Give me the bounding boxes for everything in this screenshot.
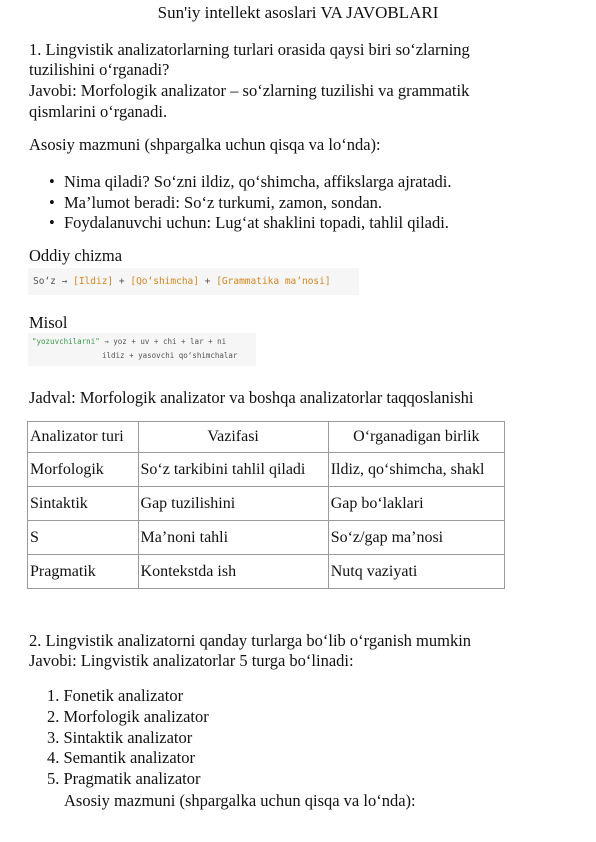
bullet-text: Ma’lumot beradi: So‘z turkumi, zamon, sondan. [64, 193, 383, 212]
bullet-text: Nima qiladi? So‘zni ildiz, qo‘shimcha, affikslarga ajratadi. [64, 172, 452, 191]
summary-heading-2: Asosiy mazmuni (shpargalka uchun qisqa va lo‘nda): [64, 791, 416, 810]
table-header-row [28, 422, 505, 453]
table-cell: Nutq vaziyati [328, 555, 504, 589]
diagram-grammar-meaning: [Grammatika ma’nosi] [216, 276, 331, 287]
table-header-cell: Vazifasi [138, 422, 328, 453]
table-row [28, 487, 505, 521]
table-header-cell: O‘rganadigan birlik [328, 422, 504, 453]
table-cell: Sintaktik [28, 487, 139, 521]
example-gloss: ildiz + yasovchi qo‘shimchalar [102, 351, 238, 360]
answer-1-line-1: Javobi: Morfologik analizator – so‘zlarning tuzilishi va grammatik [29, 81, 470, 100]
list-item: 2. Morfologik analizator [47, 707, 209, 726]
bullet-dot: • [49, 193, 55, 212]
diagram-arrow: → [61, 276, 68, 287]
bullet-item [49, 193, 382, 213]
list-item: 4. Semantik analizator [47, 748, 195, 767]
diagram-code-block [28, 268, 359, 295]
bullet-item [49, 172, 451, 192]
example-heading: Misol [29, 313, 68, 332]
diagram-plus: + [118, 276, 125, 287]
table-cell: So‘z tarkibini tahlil qiladi [138, 453, 328, 487]
question-2: 2. Lingvistik analizatorni qanday turlarga bo‘lib o‘rganish mumkin [29, 631, 472, 650]
comparison-table [27, 421, 505, 589]
table-cell: Ildiz, qo‘shimcha, shakl [328, 453, 504, 487]
table-cell: Gap tuzilishini [138, 487, 328, 521]
diagram-suffix: [Qo‘shimcha] [130, 276, 199, 287]
list-item: 3. Sintaktik analizator [47, 728, 193, 747]
example-word: "yozuvchilarni" [32, 337, 100, 346]
answer-2: Javobi: Lingvistik analizatorlar 5 turga bo‘linadi: [29, 651, 354, 670]
table-header-cell: Analizator turi [28, 422, 139, 453]
table-caption: Jadval: Morfologik analizator va boshqa analizatorlar taqqoslanishi [29, 388, 474, 407]
bullet-item [49, 213, 449, 233]
list-item: 1. Fonetik analizator [47, 686, 184, 705]
diagram-heading: Oddiy chizma [29, 246, 123, 265]
document-title: Sun'iy intellekt asoslari VA JAVOBLARI [157, 3, 439, 22]
bullet-dot: • [49, 172, 55, 191]
table-cell: Pragmatik [28, 555, 139, 589]
example-arrow: → [104, 337, 109, 346]
table-cell: Ma’noni tahli [138, 521, 328, 555]
diagram-plus: + [204, 276, 211, 287]
table-cell: Kontekstda ish [138, 555, 328, 589]
table-row [28, 555, 505, 589]
diagram-root: [Ildiz] [73, 276, 114, 287]
table-cell: Morfologik [28, 453, 139, 487]
table-cell: S [28, 521, 139, 555]
bullet-dot: • [49, 213, 55, 232]
table-row [28, 521, 505, 555]
answer-1-line-2: qismlarini o‘rganadi. [29, 102, 168, 121]
example-code-block [28, 333, 256, 366]
question-1-line-1: 1. Lingvistik analizatorlarning turlari orasida qaysi biri so‘zlarning [29, 40, 470, 59]
diagram-word: So‘z [33, 276, 56, 287]
table-cell: So‘z/gap ma’nosi [328, 521, 504, 555]
table-cell: Gap bo‘laklari [328, 487, 504, 521]
bullet-text: Foydalanuvchi uchun: Lug‘at shaklini topadi, tahlil qiladi. [64, 213, 449, 232]
question-1-line-2: tuzilishini o‘rganadi? [29, 60, 170, 79]
list-item: 5. Pragmatik analizator [47, 769, 201, 788]
table-row [28, 453, 505, 487]
summary-heading: Asosiy mazmuni (shpargalka uchun qisqa va lo‘nda): [29, 135, 381, 154]
example-morphemes: yoz + uv + chi + lar + ni [113, 337, 227, 346]
